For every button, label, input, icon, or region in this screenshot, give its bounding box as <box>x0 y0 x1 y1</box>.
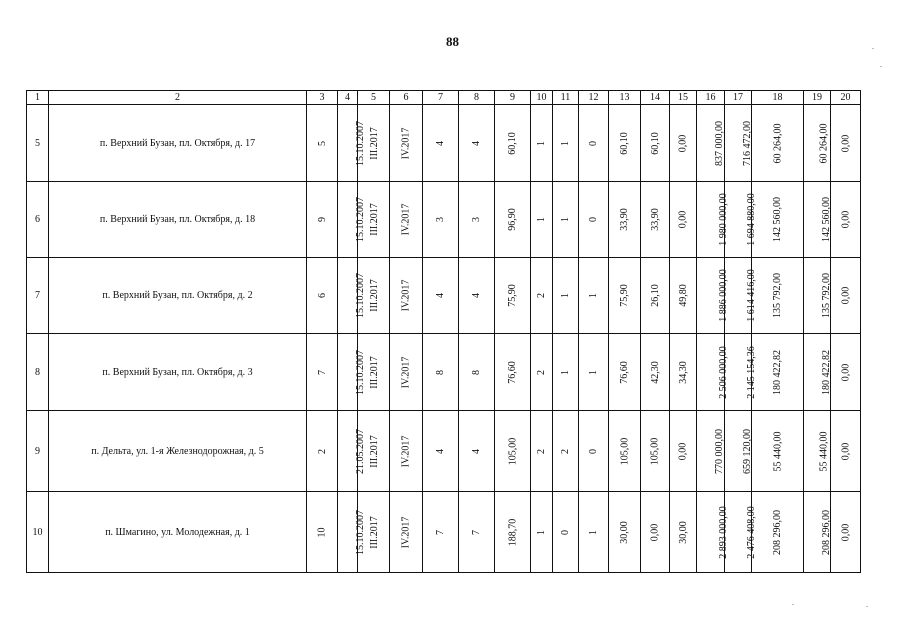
row-number: 7 <box>27 258 49 334</box>
column-header: 20 <box>831 91 861 105</box>
table-cell <box>390 182 423 258</box>
cell-value: III.2017 <box>368 203 380 236</box>
cell-value: 0,00 <box>677 442 689 460</box>
cell-value: IV.2017 <box>400 203 412 236</box>
cell-value: 10 <box>316 527 328 537</box>
cell-value: 15.10.2007 <box>355 273 366 318</box>
cell-value: 8 <box>435 369 446 375</box>
cell-value: 55 440,00 <box>818 431 830 471</box>
cell-value: 1 <box>560 140 571 146</box>
table-cell <box>390 411 423 492</box>
table-cell <box>725 105 752 182</box>
cell-value: III.2017 <box>368 434 380 468</box>
table-cell <box>641 105 670 182</box>
cell-value: IV.2017 <box>400 516 412 548</box>
cell-value: 7 <box>316 369 328 375</box>
column-header: 17 <box>725 91 752 105</box>
cell-value: 2 <box>316 448 328 454</box>
table-cell <box>307 492 338 573</box>
table-cell <box>831 182 861 258</box>
table-cell <box>752 334 804 411</box>
cell-value: 3 <box>471 217 482 222</box>
table-cell <box>338 258 366 334</box>
cell-value: 60,10 <box>649 131 661 155</box>
table-cell <box>459 182 495 258</box>
cell-value: 716 472,00 <box>742 120 753 166</box>
cell-value: 1 886 000,00 <box>717 269 729 322</box>
cell-value: 2 <box>560 448 571 454</box>
column-header: 15 <box>670 91 697 105</box>
cell-value: 15.10.2007 <box>355 120 366 166</box>
table-cell <box>531 105 553 182</box>
cell-value: 0,00 <box>840 363 851 381</box>
column-header: 3 <box>307 91 338 105</box>
column-header: 6 <box>390 91 423 105</box>
table-cell <box>641 258 670 334</box>
cell-value: 1 <box>536 217 547 222</box>
register-table <box>26 90 861 573</box>
cell-value: 2 145 154,36 <box>745 345 757 399</box>
cell-value: 4 <box>471 448 482 454</box>
table-cell <box>307 105 338 182</box>
cell-value: 3 <box>435 217 446 222</box>
cell-value: 0 <box>588 140 599 146</box>
cell-value: 60,10 <box>507 131 518 155</box>
table-cell <box>752 411 804 492</box>
table-cell <box>804 105 831 182</box>
cell-value: III.2017 <box>368 126 380 160</box>
table-cell <box>390 492 423 573</box>
table-cell <box>531 334 553 411</box>
address-cell: п. Верхний Бузан, пл. Октября, д. 17 <box>49 105 307 182</box>
cell-value: 1 694 880,00 <box>745 193 757 246</box>
table-cell <box>495 258 531 334</box>
table-cell <box>459 258 495 334</box>
table-cell <box>804 258 831 334</box>
row-number: 6 <box>27 182 49 258</box>
address-cell: п. Верхний Бузан, пл. Октября, д. 3 <box>49 334 307 411</box>
table-cell <box>553 182 579 258</box>
row-number: 9 <box>27 411 49 492</box>
column-header: 5 <box>358 91 390 105</box>
table-cell <box>579 334 609 411</box>
table-cell <box>609 258 641 334</box>
column-header: 7 <box>423 91 459 105</box>
cell-value: 0,00 <box>677 210 689 229</box>
table-cell <box>670 182 697 258</box>
column-header: 16 <box>697 91 725 105</box>
cell-value: 105,00 <box>649 437 661 465</box>
cell-value: 1 <box>588 293 599 298</box>
cell-value: 49,80 <box>677 284 689 307</box>
table-cell <box>531 182 553 258</box>
table-cell <box>609 492 641 573</box>
table-cell <box>697 334 729 411</box>
table-cell <box>725 411 752 492</box>
column-header: 9 <box>495 91 531 105</box>
table-cell <box>307 182 338 258</box>
table-cell <box>390 334 423 411</box>
cell-value: 96,90 <box>507 208 518 231</box>
table-cell <box>697 258 729 334</box>
cell-value: 33,90 <box>649 208 661 231</box>
table-cell <box>609 105 641 182</box>
cell-value: 5 <box>316 140 328 146</box>
cell-value: 4 <box>435 293 446 298</box>
cell-value: 770 000,00 <box>714 428 725 474</box>
cell-value: 60 264,00 <box>818 123 830 163</box>
cell-value: IV.2017 <box>400 127 412 159</box>
cell-value: 76,60 <box>619 360 630 384</box>
cell-value: 21.05.2007 <box>355 428 366 474</box>
table-cell <box>553 334 579 411</box>
column-header: 18 <box>752 91 804 105</box>
table-cell <box>423 105 459 182</box>
table-row <box>27 492 861 573</box>
table-cell <box>579 105 609 182</box>
cell-value: 6 <box>316 293 328 298</box>
cell-value: 188,70 <box>507 518 518 546</box>
table-cell <box>531 258 553 334</box>
cell-value: 15.10.2007 <box>355 197 366 242</box>
table-cell <box>641 411 670 492</box>
cell-value: 55 440,00 <box>772 431 783 471</box>
table-cell <box>670 258 697 334</box>
table-cell <box>831 334 861 411</box>
table-cell <box>338 182 366 258</box>
table-cell <box>804 411 831 492</box>
cell-value: 142 560,00 <box>821 197 832 242</box>
table-cell <box>553 105 579 182</box>
table-row <box>27 105 861 182</box>
cell-value: III.2017 <box>368 279 380 312</box>
table-cell <box>423 411 459 492</box>
table-cell <box>390 105 423 182</box>
cell-value: IV.2017 <box>400 356 412 388</box>
address-cell: п. Шмагино, ул. Молодежная, д. 1 <box>49 492 307 573</box>
table-cell <box>553 258 579 334</box>
column-header: 4 <box>338 91 358 105</box>
table-cell <box>531 492 553 573</box>
row-number: 10 <box>27 492 49 573</box>
table-cell <box>697 182 729 258</box>
table-cell <box>641 334 670 411</box>
table-cell <box>423 334 459 411</box>
cell-value: 142 560,00 <box>772 197 783 242</box>
table-cell <box>641 492 670 573</box>
cell-value: 1 <box>536 140 547 146</box>
table-cell <box>609 411 641 492</box>
table-row <box>27 258 861 334</box>
table-row <box>27 411 861 492</box>
column-header: 8 <box>459 91 495 105</box>
column-header: 13 <box>609 91 641 105</box>
cell-value: 4 <box>471 140 482 146</box>
cell-value: 1 <box>588 369 599 375</box>
table-cell <box>579 258 609 334</box>
cell-value: 15.10.2007 <box>355 509 366 555</box>
column-header: 12 <box>579 91 609 105</box>
table-cell <box>423 492 459 573</box>
column-header: 11 <box>553 91 579 105</box>
cell-value: 135 792,00 <box>821 273 832 318</box>
cell-value: 9 <box>316 217 328 222</box>
cell-value: 180 422,82 <box>821 349 832 395</box>
cell-value: 1 980 000,00 <box>717 193 729 246</box>
table-cell <box>459 492 495 573</box>
cell-value: 42,30 <box>649 360 661 384</box>
row-number: 8 <box>27 334 49 411</box>
cell-value: 0 <box>588 217 599 222</box>
column-header: 10 <box>531 91 553 105</box>
register-table-wrapper <box>26 90 861 573</box>
cell-value: 208 296,00 <box>821 509 832 555</box>
cell-value: 0,00 <box>649 523 661 541</box>
scan-artifact <box>792 604 794 605</box>
scan-artifact <box>872 48 874 49</box>
cell-value: 1 614 416,00 <box>745 269 757 322</box>
cell-value: 0,00 <box>840 523 851 541</box>
cell-value: 0 <box>588 448 599 454</box>
table-cell <box>804 334 831 411</box>
table-cell <box>338 492 366 573</box>
table-cell <box>831 492 861 573</box>
cell-value: 2 893 000,00 <box>717 505 729 559</box>
cell-value: 1 <box>560 369 571 375</box>
table-cell <box>670 334 697 411</box>
table-cell <box>423 258 459 334</box>
table-cell <box>579 411 609 492</box>
table-cell <box>804 182 831 258</box>
table-cell <box>459 105 495 182</box>
cell-value: IV.2017 <box>400 435 412 467</box>
cell-value: 75,90 <box>619 284 630 307</box>
scan-artifact <box>880 66 882 67</box>
cell-value: 60 264,00 <box>772 123 783 163</box>
table-cell <box>495 182 531 258</box>
cell-value: 2 476 408,00 <box>745 505 757 559</box>
table-cell <box>752 105 804 182</box>
cell-value: 15.10.2007 <box>355 349 366 395</box>
column-header: 19 <box>804 91 831 105</box>
table-cell <box>752 492 804 573</box>
column-header: 2 <box>49 91 307 105</box>
table-cell <box>307 411 338 492</box>
cell-value: 2 <box>536 293 547 298</box>
cell-value: 7 <box>471 529 482 535</box>
table-cell <box>670 411 697 492</box>
table-cell <box>670 492 697 573</box>
table-cell <box>495 334 531 411</box>
scan-artifact <box>866 606 868 607</box>
cell-value: 26,10 <box>649 284 661 307</box>
cell-value: 2 <box>536 448 547 454</box>
column-number-row <box>27 91 861 105</box>
cell-value: 7 <box>435 529 446 535</box>
table-cell <box>697 105 725 182</box>
cell-value: 2 <box>536 369 547 375</box>
table-cell <box>553 411 579 492</box>
cell-value: 0,00 <box>677 134 689 152</box>
cell-value: 1 <box>536 529 547 535</box>
table-cell <box>609 182 641 258</box>
table-cell <box>459 411 495 492</box>
table-cell <box>831 411 861 492</box>
table-cell <box>459 334 495 411</box>
table-cell <box>307 258 338 334</box>
table-cell <box>531 411 553 492</box>
table-cell <box>609 334 641 411</box>
column-header: 1 <box>27 91 49 105</box>
cell-value: 33,90 <box>619 208 630 231</box>
table-cell <box>831 105 861 182</box>
table-row <box>27 182 861 258</box>
table-cell <box>641 182 670 258</box>
cell-value: 837 000,00 <box>714 120 725 166</box>
cell-value: 0,00 <box>840 210 851 229</box>
address-cell: п. Верхний Бузан, пл. Октября, д. 18 <box>49 182 307 258</box>
cell-value: III.2017 <box>368 355 380 389</box>
cell-value: 659 120,00 <box>742 428 753 474</box>
cell-value: 105,00 <box>619 437 630 465</box>
address-cell: п. Дельта, ул. 1-я Железнодорожная, д. 5 <box>49 411 307 492</box>
table-cell <box>752 258 804 334</box>
cell-value: 0,00 <box>840 286 851 305</box>
cell-value: 0,00 <box>840 442 851 460</box>
cell-value: 4 <box>471 293 482 298</box>
table-cell <box>495 492 531 573</box>
cell-value: 30,00 <box>619 520 630 544</box>
table-cell <box>495 411 531 492</box>
cell-value: 1 <box>560 293 571 298</box>
table-cell <box>553 492 579 573</box>
cell-value: IV.2017 <box>400 279 412 312</box>
table-cell <box>579 182 609 258</box>
table-cell <box>338 411 366 492</box>
cell-value: 135 792,00 <box>772 273 783 318</box>
cell-value: 60,10 <box>619 131 630 155</box>
table-row <box>27 334 861 411</box>
cell-value: 1 <box>588 529 599 535</box>
table-cell <box>697 492 729 573</box>
table-cell <box>307 334 338 411</box>
cell-value: 105,00 <box>507 437 518 465</box>
table-cell <box>697 411 725 492</box>
cell-value: 30,00 <box>677 520 689 544</box>
cell-value: III.2017 <box>368 515 380 549</box>
address-cell: п. Верхний Бузан, пл. Октября, д. 2 <box>49 258 307 334</box>
cell-value: 4 <box>435 140 446 146</box>
cell-value: 34,30 <box>677 360 689 384</box>
table-cell <box>579 492 609 573</box>
table-cell <box>338 334 366 411</box>
table-cell <box>831 258 861 334</box>
table-cell <box>804 492 831 573</box>
row-number: 5 <box>27 105 49 182</box>
column-header: 14 <box>641 91 670 105</box>
cell-value: 1 <box>560 217 571 222</box>
page-number: 88 <box>446 34 459 49</box>
table-cell <box>752 182 804 258</box>
cell-value: 76,60 <box>507 360 518 384</box>
cell-value: 2 506 000,00 <box>717 345 729 399</box>
cell-value: 8 <box>471 369 482 375</box>
cell-value: 0,00 <box>840 134 851 152</box>
table-cell <box>338 105 366 182</box>
cell-value: 0 <box>560 529 571 535</box>
table-cell <box>390 258 423 334</box>
table-cell <box>423 182 459 258</box>
cell-value: 4 <box>435 448 446 454</box>
table-cell <box>495 105 531 182</box>
cell-value: 208 296,00 <box>772 509 783 555</box>
cell-value: 180 422,82 <box>772 349 783 395</box>
table-cell <box>670 105 697 182</box>
cell-value: 75,90 <box>507 284 518 307</box>
